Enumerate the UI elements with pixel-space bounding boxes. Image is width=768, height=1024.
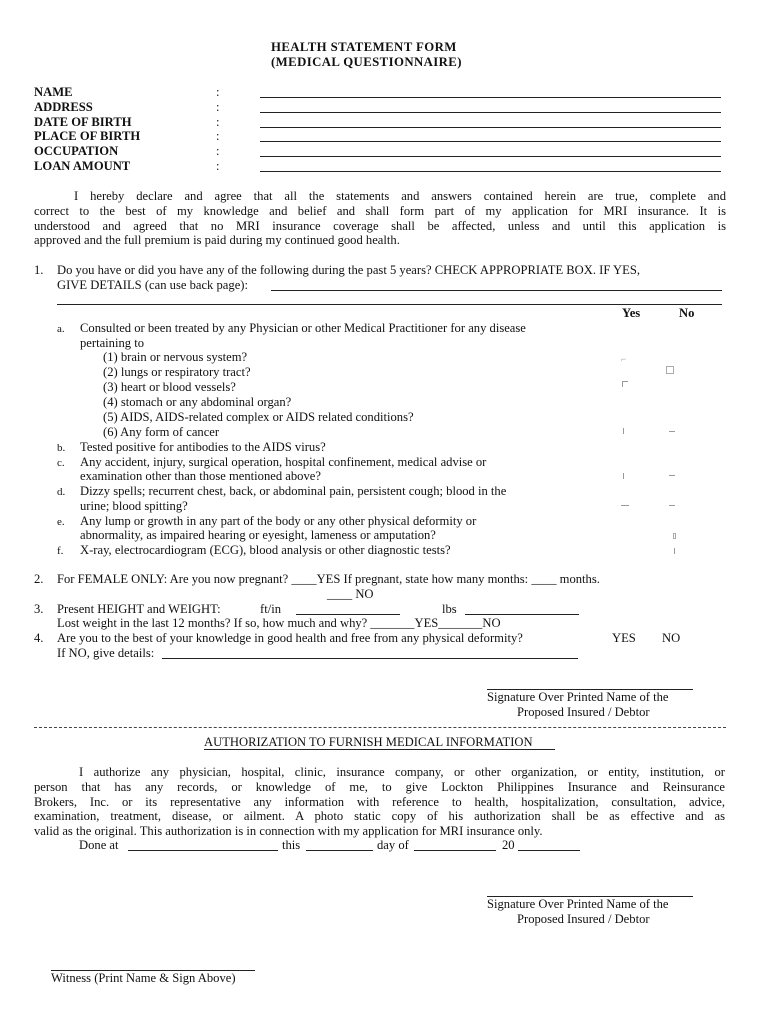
q3-number: 3. [34, 602, 44, 616]
field-label-dob: DATE OF BIRTH [34, 115, 132, 129]
no-checkbox[interactable] [666, 366, 674, 374]
yes-checkbox[interactable] [622, 381, 628, 387]
item-d-letter: d. [57, 486, 66, 498]
item-b-text: Tested positive for antibodies to the AIDS virus? [80, 440, 326, 454]
form-subtitle: (MEDICAL QUESTIONNAIRE) [271, 55, 462, 69]
q1-details-line-2[interactable] [57, 304, 722, 305]
witness-caption: Witness (Print Name & Sign Above) [51, 971, 236, 985]
item-a-sub: (2) lungs or respiratory tract? [103, 365, 251, 379]
q4-ifno: If NO, give details: [57, 646, 155, 660]
item-b-letter: b. [57, 442, 66, 454]
signature-2-caption-2: Proposed Insured / Debtor [517, 912, 650, 926]
declaration-line: understood and agreed that no MRI insurance coverage shall be affected, unless and until this application is [34, 219, 726, 233]
form-title: HEALTH STATEMENT FORM [271, 40, 457, 54]
done-at-label: Done at [79, 838, 119, 852]
q1-number: 1. [34, 263, 44, 277]
item-a-text-2: pertaining to [80, 336, 145, 350]
q1-text: Do you have or did you have any of the following during the past 5 years? CHECK APPROPRIATE BOX. IF YES, [57, 263, 640, 277]
colon: : [216, 100, 220, 114]
height-field-line[interactable] [296, 614, 400, 615]
q3-unit-ft: ft/in [260, 602, 281, 616]
item-f-letter: f. [57, 545, 64, 557]
item-c-text: Any accident, injury, surgical operation, hospital confinement, medical advise or [80, 455, 487, 469]
item-c-letter: c. [57, 457, 65, 469]
section-divider [34, 727, 726, 728]
done-at-field-line[interactable] [128, 850, 278, 851]
q4-number: 4. [34, 631, 44, 645]
item-e-text: Any lump or growth in any part of the body or any other physical deformity or [80, 514, 477, 528]
q2-no-option: ____ NO [327, 587, 374, 601]
q3-unit-lbs: lbs [442, 602, 457, 616]
this-label: this [282, 838, 301, 852]
field-label-address: ADDRESS [34, 100, 93, 114]
q2-number: 2. [34, 572, 44, 586]
loan-amount-field-line[interactable] [260, 171, 721, 172]
yes-checkbox[interactable] [623, 473, 624, 479]
item-a-text: Consulted or been treated by any Physician or other Medical Practitioner for any disease [80, 321, 526, 335]
authorization-line: I authorize any physician, hospital, clinic, insurance company, or other organization, or entity, institution, or [79, 765, 725, 779]
no-checkbox[interactable] [669, 505, 675, 506]
item-d-text-2: urine; blood spitting? [80, 499, 188, 513]
item-e-text-2: abnormality, as impaired hearing or eyesight, lameness or amputation? [80, 528, 436, 542]
item-a-sub: (1) brain or nervous system? [103, 350, 248, 364]
yes-column-header: Yes [622, 306, 641, 320]
colon: : [216, 85, 220, 99]
colon: : [216, 144, 220, 158]
authorization-line: examination, treatment, disease, or ailment. A photo static copy of his authorization shall be as effective and as [34, 809, 725, 823]
yes-checkbox[interactable]: ⌐ [621, 354, 627, 364]
item-e-letter: e. [57, 516, 65, 528]
item-f-text: X-ray, electrocardiogram (ECG), blood analysis or other diagnostic tests? [80, 543, 451, 557]
month-field-line[interactable] [414, 850, 496, 851]
no-checkbox[interactable] [674, 548, 675, 554]
q1-details-line[interactable] [271, 290, 722, 291]
field-label-name: NAME [34, 85, 73, 99]
pob-field-line[interactable] [260, 141, 721, 142]
field-label-loan-amount: LOAN AMOUNT [34, 159, 131, 173]
field-label-pob: PLACE OF BIRTH [34, 129, 141, 143]
item-a-sub: (6) Any form of cancer [103, 425, 220, 439]
colon: : [216, 115, 220, 129]
item-c-text-2: examination other than those mentioned above? [80, 469, 321, 483]
colon: : [216, 129, 220, 143]
year-field-line[interactable] [518, 850, 580, 851]
q2-text: For FEMALE ONLY: Are you now pregnant? ____YES If pregnant, state how many months: ____ months. [57, 572, 600, 586]
day-of-label: day of [377, 838, 409, 852]
authorization-line: person that has any records, or knowledge of me, to give Lockton Philippines Insurance and Reinsurance [34, 780, 725, 794]
name-field-line[interactable] [260, 97, 721, 98]
heading-underline [204, 749, 555, 750]
colon: : [216, 159, 220, 173]
q1-text-2: GIVE DETAILS (can use back page): [57, 278, 248, 292]
occupation-field-line[interactable] [260, 156, 721, 157]
q4-text: Are you to the best of your knowledge in good health and free from any physical deformity? [57, 631, 523, 645]
declaration-line: approved and the full premium is paid during my continued good health. [34, 233, 400, 247]
authorization-line: Brokers, Inc. or its representative any information with reference to health, hospitalization, consultation, advice, [34, 795, 725, 809]
signature-caption-2: Proposed Insured / Debtor [517, 705, 650, 719]
signature-2-caption: Signature Over Printed Name of the [487, 897, 669, 911]
item-a-sub: (4) stomach or any abdominal organ? [103, 395, 292, 409]
item-d-text: Dizzy spells; recurrent chest, back, or abdominal pain, persistent cough; blood in the [80, 484, 507, 498]
weight-field-line[interactable] [465, 614, 579, 615]
no-checkbox[interactable] [669, 475, 675, 476]
authorization-heading: AUTHORIZATION TO FURNISH MEDICAL INFORMATION [204, 735, 533, 749]
dob-field-line[interactable] [260, 127, 721, 128]
year-label: 20 [502, 838, 515, 852]
item-a-sub: (3) heart or blood vessels? [103, 380, 236, 394]
authorization-line: valid as the original. This authorization is in connection with my application for MRI insurance only. [34, 824, 543, 838]
yes-checkbox[interactable] [621, 505, 629, 506]
day-field-line[interactable] [306, 850, 373, 851]
q4-no[interactable]: NO [662, 631, 681, 645]
item-a-letter: a. [57, 323, 65, 335]
q4-yes[interactable]: YES [612, 631, 636, 645]
declaration-line: correct to the best of my knowledge and belief and shall form part of my application for MRI insurance. It is [34, 204, 726, 218]
address-field-line[interactable] [260, 112, 721, 113]
q3-weight-loss: Lost weight in the last 12 months? If so, how much and why? _______YES_______NO [57, 616, 501, 630]
no-checkbox[interactable] [673, 533, 676, 539]
field-label-occupation: OCCUPATION [34, 144, 119, 158]
no-column-header: No [679, 306, 695, 320]
q4-details-line[interactable] [162, 658, 578, 659]
item-a-sub: (5) AIDS, AIDS-related complex or AIDS related conditions? [103, 410, 414, 424]
q3-label: Present HEIGHT and WEIGHT: [57, 602, 221, 616]
declaration-line: I hereby declare and agree that all the statements and answers contained herein are true, complete and [74, 189, 726, 203]
no-checkbox[interactable] [669, 431, 675, 432]
yes-checkbox[interactable] [623, 428, 624, 434]
signature-caption: Signature Over Printed Name of the [487, 690, 669, 704]
